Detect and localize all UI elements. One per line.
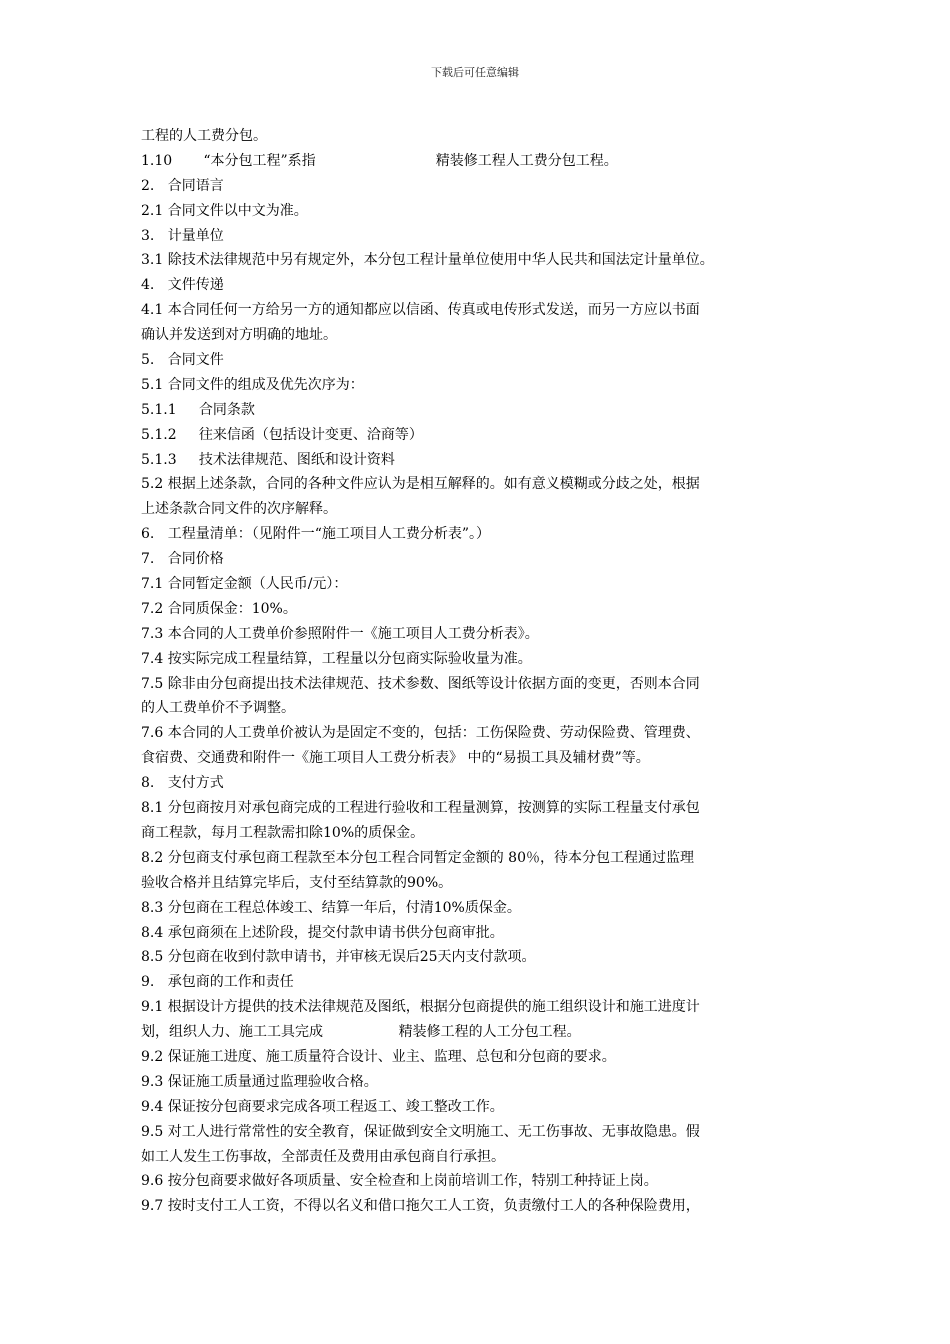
text-line: 5.1.1 合同条款: [141, 401, 255, 418]
text-line: 8.3 分包商在工程总体竣工、结算一年后，付清10%质保金。: [141, 899, 521, 916]
text-line: 划，组织人力、施工工具完成 精装修工程的人工分包工程。: [141, 1024, 581, 1041]
document-body: [141, 124, 821, 1219]
text-line: 8.1 分包商按月对承包商完成的工程进行验收和工程量测算，按测算的实际工程量支付承包: [141, 800, 700, 817]
text-line: 1.10 “本分包工程”系指 精装修工程人工费分包工程。: [141, 152, 618, 169]
text-line: 上述条款合同文件的次序解释。: [141, 501, 337, 518]
section-heading: 9. 承包商的工作和责任: [141, 974, 294, 991]
text-line: 7.4 按实际完成工程量结算，工程量以分包商实际验收量为准。: [141, 650, 532, 667]
text-line: 7.5 除非由分包商提出技术法律规范、技术参数、图纸等设计依据方面的变更，否则本合同: [141, 675, 700, 692]
text-line: 7.3 本合同的人工费单价参照附件一《施工项目人工费分析表》。: [141, 625, 539, 642]
text-line: 9.3 保证施工质量通过监理验收合格。: [141, 1073, 378, 1090]
text-line: 9.2 保证施工进度、施工质量符合设计、业主、监理、总包和分包商的要求。: [141, 1048, 616, 1065]
text-line: 8.2 分包商支付承包商工程款至本分包工程合同暂定金额的 80％，待本分包工程通过监理: [141, 849, 694, 866]
text-line: 7.1 合同暂定金额（人民币/元）：: [141, 576, 348, 593]
section-heading: 4. 文件传递: [141, 277, 224, 294]
page-header: 下载后可任意编辑: [431, 66, 519, 79]
text-line: 5.2 根据上述条款，合同的各种文件应认为是相互解释的。如有意义模糊或分歧之处，根据: [141, 476, 700, 493]
section-heading: 2. 合同语言: [141, 177, 224, 194]
text-line: 9.6 按分包商要求做好各项质量、安全检查和上岗前培训工作，特别工种持证上岗。: [141, 1173, 658, 1190]
text-line: 2.1 合同文件以中文为准。: [141, 202, 308, 219]
text-line: 7.6 本合同的人工费单价被认为是固定不变的，包括：工伤保险费、劳动保险费、管理费、: [141, 725, 700, 742]
text-line: 验收合格并且结算完毕后，支付至结算款的90%。: [141, 874, 453, 891]
section-heading: 6. 工程量清单：（见附件一“施工项目人工费分析表”。）: [141, 526, 491, 543]
text-line: 商工程款，每月工程款需扣除10%的质保金。: [141, 824, 425, 841]
text-line: 的人工费单价不予调整。: [141, 700, 295, 717]
text-line: 5.1 合同文件的组成及优先次序为：: [141, 376, 364, 393]
section-heading: 8. 支付方式: [141, 775, 224, 792]
text-line: 8.5 分包商在收到付款申请书，并审核无误后25天内支付款项。: [141, 949, 536, 966]
text-line: 9.4 保证按分包商要求完成各项工程返工、竣工整改工作。: [141, 1098, 504, 1115]
text-line: 3.1 除技术法律规范中另有规定外，本分包工程计量单位使用中华人民共和国法定计量单位。: [141, 252, 714, 269]
section-heading: 5. 合同文件: [141, 352, 224, 369]
section-heading: 3. 计量单位: [141, 227, 224, 244]
text-line: 工程的人工费分包。: [141, 128, 267, 144]
section-heading: 7. 合同价格: [141, 551, 224, 568]
text-line: 8.4 承包商须在上述阶段，提交付款申请书供分包商审批。: [141, 924, 504, 941]
text-line: 食宿费、交通费和附件一《施工项目人工费分析表》 中的“易损工具及辅材费”等。: [141, 750, 650, 767]
text-line: 9.1 根据设计方提供的技术法律规范及图纸，根据分包商提供的施工组织设计和施工进度计: [141, 999, 700, 1016]
text-line: 5.1.2 往来信函（包括设计变更、洽商等）: [141, 426, 423, 443]
text-line: 7.2 合同质保金：10%。: [141, 600, 297, 617]
text-line: 9.5 对工人进行常常性的安全教育，保证做到安全文明施工、无工伤事故、无事故隐患。假: [141, 1123, 700, 1140]
text-line: 如工人发生工伤事故，全部责任及费用由承包商自行承担。: [141, 1148, 505, 1165]
text-line: 确认并发送到对方明确的地址。: [141, 327, 337, 344]
text-line: 9.7 按时支付工人工资，不得以名义和借口拖欠工人工资，负责缴付工人的各种保险费用，: [141, 1198, 700, 1215]
text-line: 4.1 本合同任何一方给另一方的通知都应以信函、传真或电传形式发送，而另一方应以书面: [141, 302, 700, 319]
text-line: 5.1.3 技术法律规范、图纸和设计资料: [141, 451, 395, 468]
